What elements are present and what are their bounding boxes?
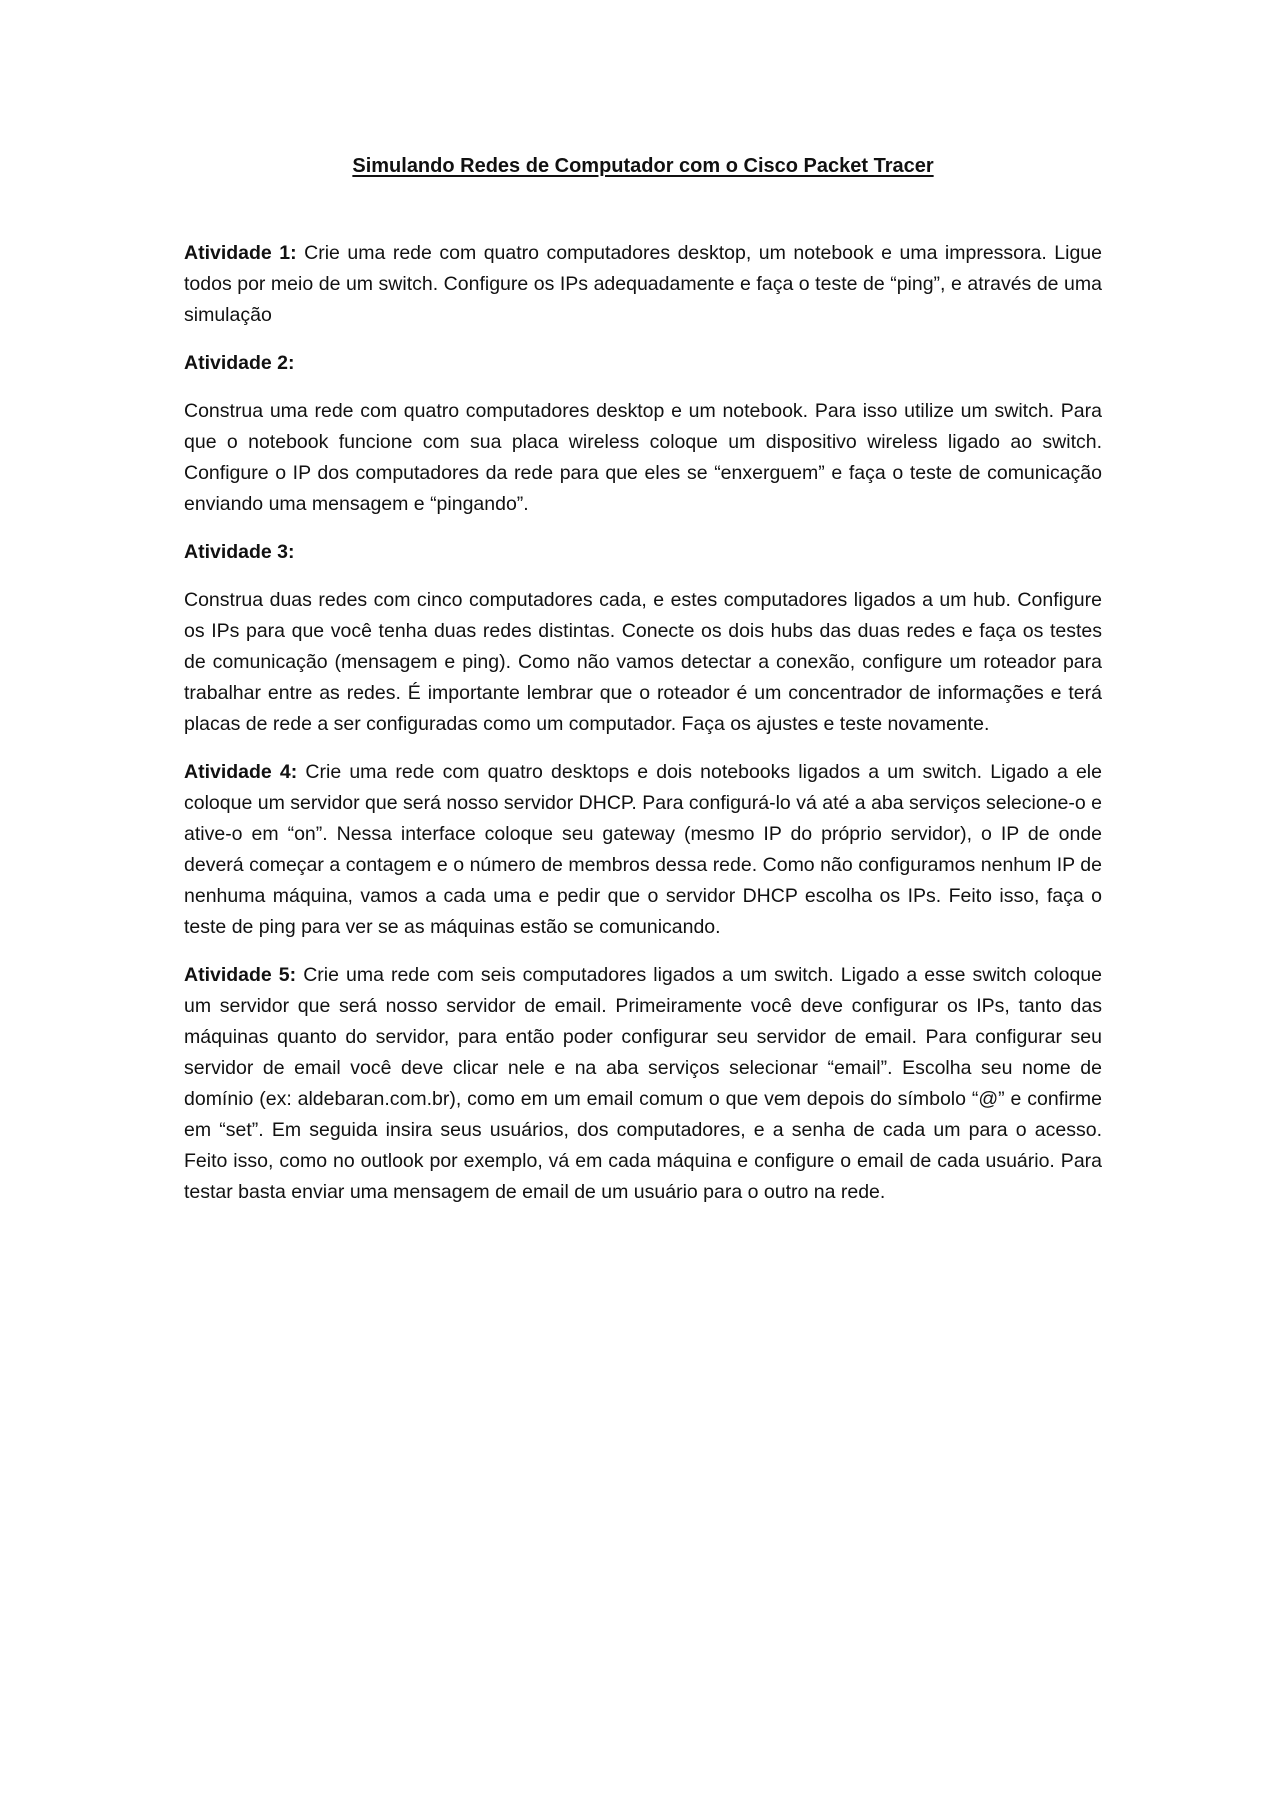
activity-4: [184, 757, 1102, 943]
document-page: [184, 152, 1102, 1225]
activity-5: [184, 960, 1102, 1208]
activity-5-label: Atividade 5:: [184, 964, 297, 986]
activity-2-text: Construa uma rede com quatro computadores desktop e um notebook. Para isso utilize um switch. Para que o notebook funcione com sua placa wireless coloque um dispositivo wireless ligado ao switch. Configure o IP dos computadores da rede para que eles se “enxerguem” e faça o teste de comunicação enviando uma mensagem e “pingando”.: [184, 400, 1102, 515]
activity-4-label: Atividade 4:: [184, 761, 298, 783]
activity-3-text: Construa duas redes com cinco computadores cada, e estes computadores ligados a um hub. Configure os IPs para que você tenha duas redes distintas. Conecte os dois hubs das duas redes e faça os testes de comunicação (mensagem e ping). Como não vamos detectar a conexão, configure um roteador para trabalhar entre as redes. É importante lembrar que o roteador é um concentrador de informações e terá placas de rede a ser configuradas como um computador. Faça os ajustes e teste novamente.: [184, 589, 1102, 735]
document-title: Simulando Redes de Computador com o Cisco Packet Tracer: [352, 155, 934, 177]
activity-3-label: Atividade 3:: [184, 541, 295, 563]
activity-1: [184, 238, 1102, 331]
activity-1-label: Atividade 1:: [184, 242, 297, 264]
activity-1-text: Crie uma rede com quatro computadores desktop, um notebook e uma impressora. Ligue todos por meio de um switch. Configure os IPs adequadamente e faça o teste de “ping”, e através de uma simulação: [184, 242, 1102, 326]
activity-5-text: Crie uma rede com seis computadores ligados a um switch. Ligado a esse switch coloque um servidor que será nosso servidor de email. Primeiramente você deve configurar os IPs, tanto das máquinas quanto do servidor, para então poder configurar seu servidor de email. Para configurar seu servidor de email você deve clicar nele e na aba serviços selecionar “email”. Escolha seu nome de domínio (ex: aldebaran.com.br), como em um email comum o que vem depois do símbolo “@” e confirme em “set”. Em seguida insira seus usuários, dos computadores, e a senha de cada um para o acesso. Feito isso, como no outlook por exemplo, vá em cada máquina e configure o email de cada usuário. Para testar basta enviar uma mensagem de email de um usuário para o outro na rede.: [184, 964, 1102, 1203]
activity-4-text: Crie uma rede com quatro desktops e dois notebooks ligados a um switch. Ligado a ele coloque um servidor que será nosso servidor DHCP. Para configurá-lo vá até a aba serviços selecione-o e ative-o em “on”. Nessa interface coloque seu gateway (mesmo IP do próprio servidor), o IP de onde deverá começar a contagem e o número de membros dessa rede. Como não configuramos nenhum IP de nenhuma máquina, vamos a cada uma e pedir que o servidor DHCP escolha os IPs. Feito isso, faça o teste de ping para ver se as máquinas estão se comunicando.: [184, 761, 1102, 938]
activity-2-label: Atividade 2:: [184, 352, 295, 374]
